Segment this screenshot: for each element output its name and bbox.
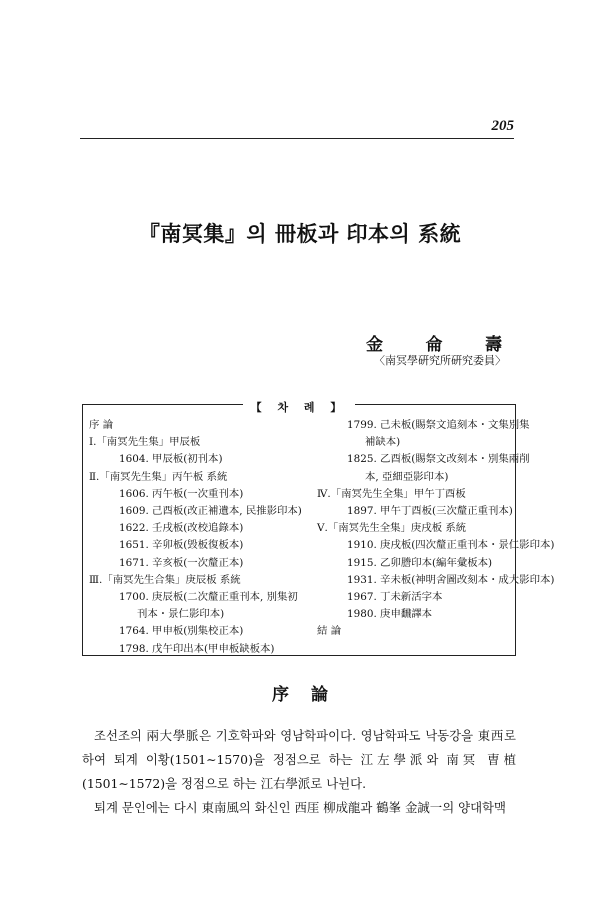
page-number: 205: [491, 118, 514, 134]
toc-entry: 1700. 庚辰板(二次釐正重刊本, 別集初: [119, 591, 298, 604]
table-of-contents: [82, 401, 555, 656]
toc-entry: Ⅴ.「南冥先生全集」庚戌板 系統: [317, 522, 467, 535]
toc-entry: 補缺本): [365, 436, 401, 449]
toc-entry: Ⅱ.「南冥先生集」丙午板 系統: [89, 470, 228, 483]
toc-entry: 1825. 乙酉板(賜祭文改刻本・別集兩削: [347, 453, 530, 466]
header-rule: [80, 138, 514, 139]
author-name-char: 侖: [425, 335, 443, 355]
author-name-char: 壽: [485, 335, 502, 355]
toc-heading-label: 【 차 례 】: [243, 401, 356, 414]
body-paragraph: 조선조의 兩大學脈은 기호학파와 영남학파이다. 영남학파도 낙동강을 東西로 하여 퇴계 이황(1501∼1570)을 정점으로 하는 江左學派와 南冥 曺植(1501∼1572)을 정점으로 하는 江右學派로 나뉜다.: [82, 728, 516, 791]
toc-entry: 1604. 甲辰板(初刊本): [119, 453, 223, 466]
section-heading: 序論: [272, 685, 350, 705]
author-affiliation: 〈南冥學硏究所硏究委員〉: [374, 354, 506, 367]
toc-entry: 1799. 己未板(賜祭文追刻本・文集別集: [347, 419, 530, 431]
toc-entry: 本, 亞細亞影印本): [365, 470, 449, 483]
toc-entry: 1980. 庚申飜譯本: [347, 608, 433, 621]
toc-entry: 1651. 辛卯板(毁板復板本): [119, 539, 244, 552]
toc-entry: Ⅲ.「南冥先生合集」庚辰板 系統: [89, 573, 241, 586]
author-name-char: 金: [366, 335, 383, 355]
body-text: [82, 724, 516, 820]
toc-left-column: [89, 417, 309, 658]
toc-entry: 1606. 丙午板(一次重刊本): [119, 487, 244, 500]
toc-entry: 1931. 辛未板(神明舍圖改刻本・成大影印本): [347, 573, 555, 586]
toc-entry: 1764. 甲申板(別集校正本): [119, 625, 244, 638]
toc-entry: 結 論: [317, 625, 342, 638]
toc-entry: Ⅳ.「南冥先生全集」甲午丁酉板: [317, 487, 466, 500]
toc-right-column: [317, 417, 555, 641]
toc-entry: 1671. 辛亥板(一次釐正本): [119, 556, 244, 569]
article-title: 『南冥集』의 冊板과 印本의 系統: [138, 221, 462, 246]
toc-entry: Ⅰ.「南冥先生集」甲辰板: [89, 436, 201, 449]
toc-entry: 1915. 乙卯謄印本(編年彙板本): [347, 556, 493, 569]
toc-entry: 序 論: [89, 419, 114, 431]
toc-entry: 刊本・景仁影印本): [137, 608, 225, 621]
toc-entry: 1910. 庚戌板(四次釐正重刊本・景仁影印本): [347, 539, 555, 552]
toc-entry: 1622. 壬戌板(改校追錄本): [119, 522, 244, 535]
toc-entry: 1609. 己酉板(改正補遺本, 民推影印本): [119, 505, 302, 518]
toc-entry: 1967. 丁未新活字本: [347, 591, 443, 604]
body-paragraph: 퇴계 문인에는 다시 東南風의 화신인 西厓 柳成龍과 鶴峯 金誠一의 양대학맥: [94, 800, 506, 815]
toc-entry: 1897. 甲午丁酉板(三次釐正重刊本): [347, 505, 513, 518]
toc-heading: [83, 396, 515, 415]
toc-entry: 1798. 戊午印出本(甲申板缺板本): [119, 642, 275, 655]
